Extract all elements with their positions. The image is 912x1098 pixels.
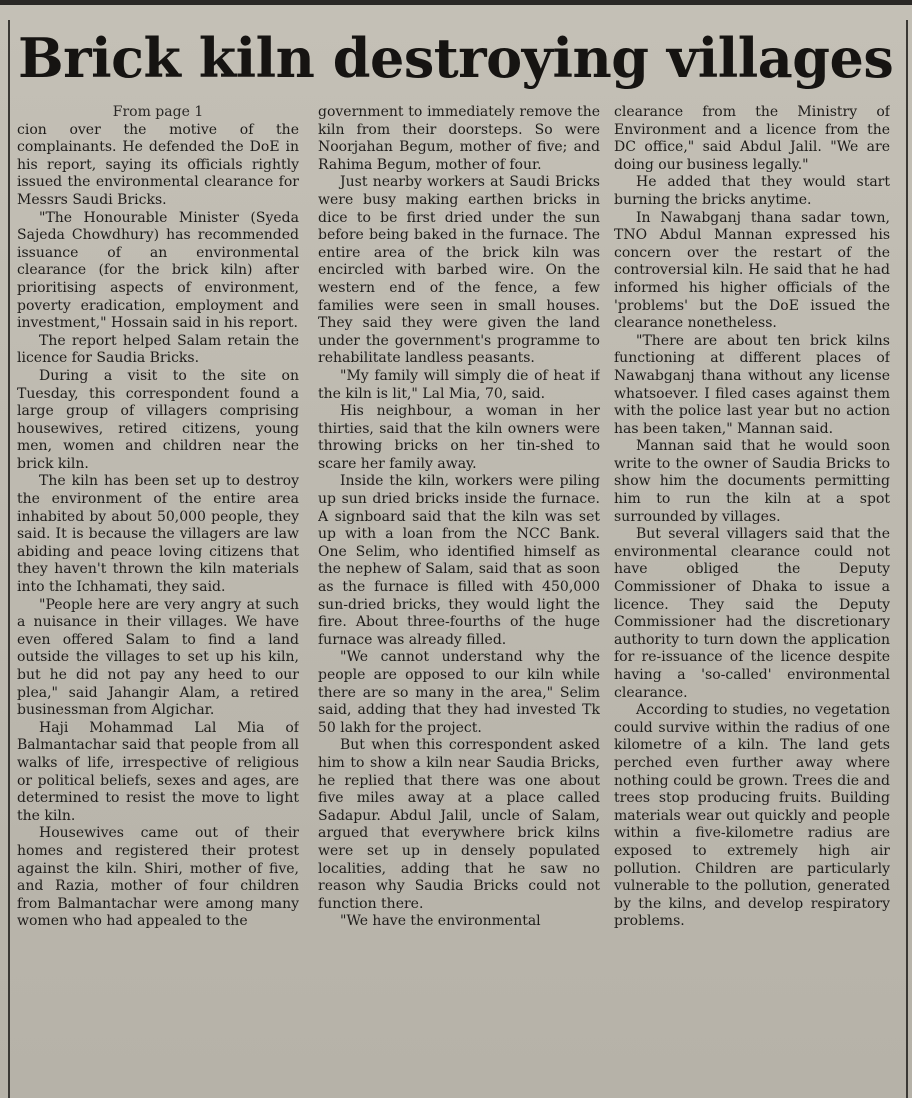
paragraph: Mannan said that he would soon write to the owner of Saudia Bricks to show him the documents permitting him to run the kiln at a spot surrounded by villages. — [614, 438, 890, 525]
paragraph: His neighbour, a woman in her thirties, said that the kiln owners were throwing bricks on her tin-shed to scare her family away. — [318, 403, 600, 472]
paragraph: In Nawabganj thana sadar town, TNO Abdul Mannan expressed his concern over the restart of the controversial kiln. He said that he had informed his higher officials of the 'problems' but the DoE issued the clearance nonetheless. — [614, 209, 890, 332]
article-column-3 — [614, 104, 890, 1094]
paragraph: During a visit to the site on Tuesday, this correspondent found a large group of villagers comprising housewives, retired citizens, young men, women and children near the brick kiln. — [17, 367, 299, 472]
paragraph: Just nearby workers at Saudi Bricks were busy making earthen bricks in dice to be first dried under the sun before being baked in the furnace. The entire area of the brick kiln was encircled with barbed wire. On the western end of the fence, a few families were seen in small houses. They said they were given the land under the government's programme to rehabilitate landless peasants. — [318, 174, 600, 367]
paragraph: According to studies, no vegetation could survive within the radius of one kilometre of a kiln. The land gets perched even further away where nothing could be grown. Trees die and trees stop producing fruits. Building materials wear out quickly and people within a five-kilometre radius are exposed to extremely high air pollution. Children are particularly vulnerable to the pollution, generated by the kilns, and develop respiratory problems. — [614, 702, 890, 930]
article-column-2 — [318, 104, 600, 1094]
paragraph: cion over the motive of the complainants. He defended the DoE in his report, saying its officials rightly issued the environmental clearance for Messrs Saudi Bricks. — [17, 121, 299, 208]
paragraph: Haji Mohammad Lal Mia of Balmantachar said that people from all walks of life, irrespective of religious or political beliefs, sexes and ages, are determined to resist the move to light the kiln. — [17, 719, 299, 824]
right-column-rule — [906, 20, 908, 1098]
paragraph: But several villagers said that the environmental clearance could not have obliged the Deputy Commissioner of Dhaka to issue a licence. They said the Deputy Commissioner had the discretionary authority to turn down the application for re-issuance of the licence despite having a 'so-called' environmental clearance. — [614, 526, 890, 701]
top-rule — [0, 0, 912, 5]
paragraph: Inside the kiln, workers were piling up sun dried bricks inside the furnace. A signboard said that the kiln was set up with a loan from the NCC Bank. One Selim, who identified himself as the nephew of Salam, said that as soon as the furnace is filled with 450,000 sun-dried bricks, they would light the fire. About three-fourths of the huge furnace was already filled. — [318, 473, 600, 648]
paragraph: The report helped Salam retain the licence for Saudia Bricks. — [17, 332, 299, 367]
paragraph: "People here are very angry at such a nuisance in their villages. We have even offered Salam to find a land outside the villages to set up his kiln, but he did not pay any heed to our plea," said Jahangir Alam, a retired businessman from Algichar. — [17, 596, 299, 719]
headline: Brick kiln destroying villages — [18, 26, 894, 90]
paragraph: "My family will simply die of heat if the kiln is lit," Lal Mia, 70, said. — [318, 367, 600, 402]
paragraph: The kiln has been set up to destroy the environment of the entire area inhabited by about 50,000 people, they said. It is because the villagers are law abiding and peace loving citizens that they haven't thrown the kiln materials into the Ichhamati, they said. — [17, 473, 299, 596]
paragraph: government to immediately remove the kiln from their doorsteps. So were Noorjahan Begum, mother of five; and Rahima Begum, mother of four. — [318, 104, 600, 173]
paragraph: Housewives came out of their homes and registered their protest against the kiln. Shiri, mother of five, and Razia, mother of four children from Balmantachar were among many women who had appealed to the — [17, 825, 299, 930]
paragraph: He added that they would start burning the bricks anytime. — [614, 174, 890, 208]
paragraph: But when this correspondent asked him to show a kiln near Saudia Bricks, he replied that there was one about five miles away at a place called Sadapur. Abdul Jalil, uncle of Salam, argued that everywhere brick kilns were set up in densely populated localities, adding that he saw no reason why Saudia Bricks could not function there. — [318, 737, 600, 912]
paragraph: "We cannot understand why the people are opposed to our kiln while there are so many in the area," Selim said, adding that they had invested Tk 50 lakh for the project. — [318, 649, 600, 736]
paragraph: clearance from the Ministry of Environment and a licence from the DC office," said Abdul Jalil. "We are doing our business legally." — [614, 104, 890, 173]
jump-line: From page 1 — [112, 104, 204, 120]
paragraph: "The Honourable Minister (Syeda Sajeda Chowdhury) has recommended issuance of an environmental clearance (for the brick kiln) after prioritising aspects of environment, poverty eradication, employment and investment," Hossain said in his report. — [17, 209, 299, 332]
paragraph: "There are about ten brick kilns functioning at different places of Nawabganj thana without any license whatsoever. I filed cases against them with the police last year but no action has been taken," Mannan said. — [614, 332, 890, 437]
article-column-1 — [17, 104, 299, 1094]
paragraph: "We have the environmental — [340, 913, 541, 930]
left-column-rule — [8, 20, 10, 1098]
